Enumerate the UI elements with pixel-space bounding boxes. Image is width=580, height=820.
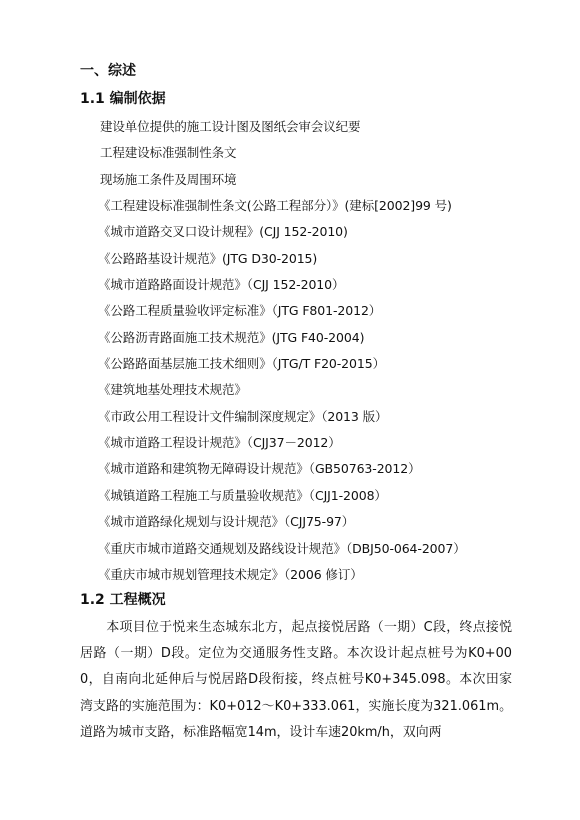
basis-item: 《城市道路绿化规划与设计规范》（CJJ75-97）	[98, 514, 355, 530]
basis-item: 《工程建设标准强制性条文(公路工程部分）》(建标[2002]99 号)	[98, 198, 452, 214]
basis-item: 《城镇道路工程施工与质量验收规范》（CJJ1-2008）	[98, 487, 387, 503]
overview-paragraph	[80, 615, 512, 746]
basis-item: 建设单位提供的施工设计图及图纸会审会议纪要	[100, 119, 361, 134]
basis-item: 工程建设标准强制性条文	[100, 145, 237, 161]
basis-item: 《城市道路路面设计规范》（CJJ 152-2010）	[98, 277, 345, 293]
basis-item: 《公路工程质量验收评定标准》（JTG F801-2012）	[98, 303, 382, 319]
overview-heading: 1.2 工程概况	[80, 592, 166, 608]
basis-item: 《城市道路和建筑物无障碍设计规范》（GB50763-2012）	[98, 461, 421, 477]
basis-item: 《建筑地基处理技术规范》	[98, 382, 247, 398]
basis-item: 《城市道路交叉口设计规程》(CJJ 152-2010)	[98, 224, 348, 240]
basis-item: 《市政公用工程设计文件编制深度规定》（2013 版）	[98, 408, 388, 424]
basis-item: 《公路路基设计规范》(JTG D30-2015)	[98, 250, 318, 266]
basis-item: 现场施工条件及周围环境	[100, 171, 237, 187]
basis-item: 《公路路面基层施工技术细则》（JTG/T F20-2015）	[98, 356, 385, 372]
basis-item: 《重庆市城市规划管理技术规定》（2006 修订）	[98, 566, 363, 582]
basis-item: 《重庆市城市道路交通规划及路线设计规范》（DBJ50-064-2007）	[98, 540, 466, 556]
basis-list	[100, 114, 466, 588]
basis-item: 《公路沥青路面施工技术规范》(JTG F40-2004)	[98, 329, 365, 345]
basis-heading: 1.1 编制依据	[80, 91, 166, 107]
overview-text: 本项目位于悦来生态城东北方，起点接悦居路（一期）C段，终点接悦居路（一期）D段。定位为交通服务性支路。本次设计起点桩号为K0+000，自南向北延伸后与悦居路D段衔接，终点桩号K0+345.098。本次田家湾支路的实施范围为：K0+012～K0+333.061，实施长度为321.061m。道路为城市支路，标准路幅宽14m，设计车速20km/h，双向两	[80, 620, 512, 740]
basis-item: 《城市道路工程设计规范》（CJJ37－2012）	[98, 435, 341, 451]
section-heading: 一、综述	[80, 63, 136, 79]
